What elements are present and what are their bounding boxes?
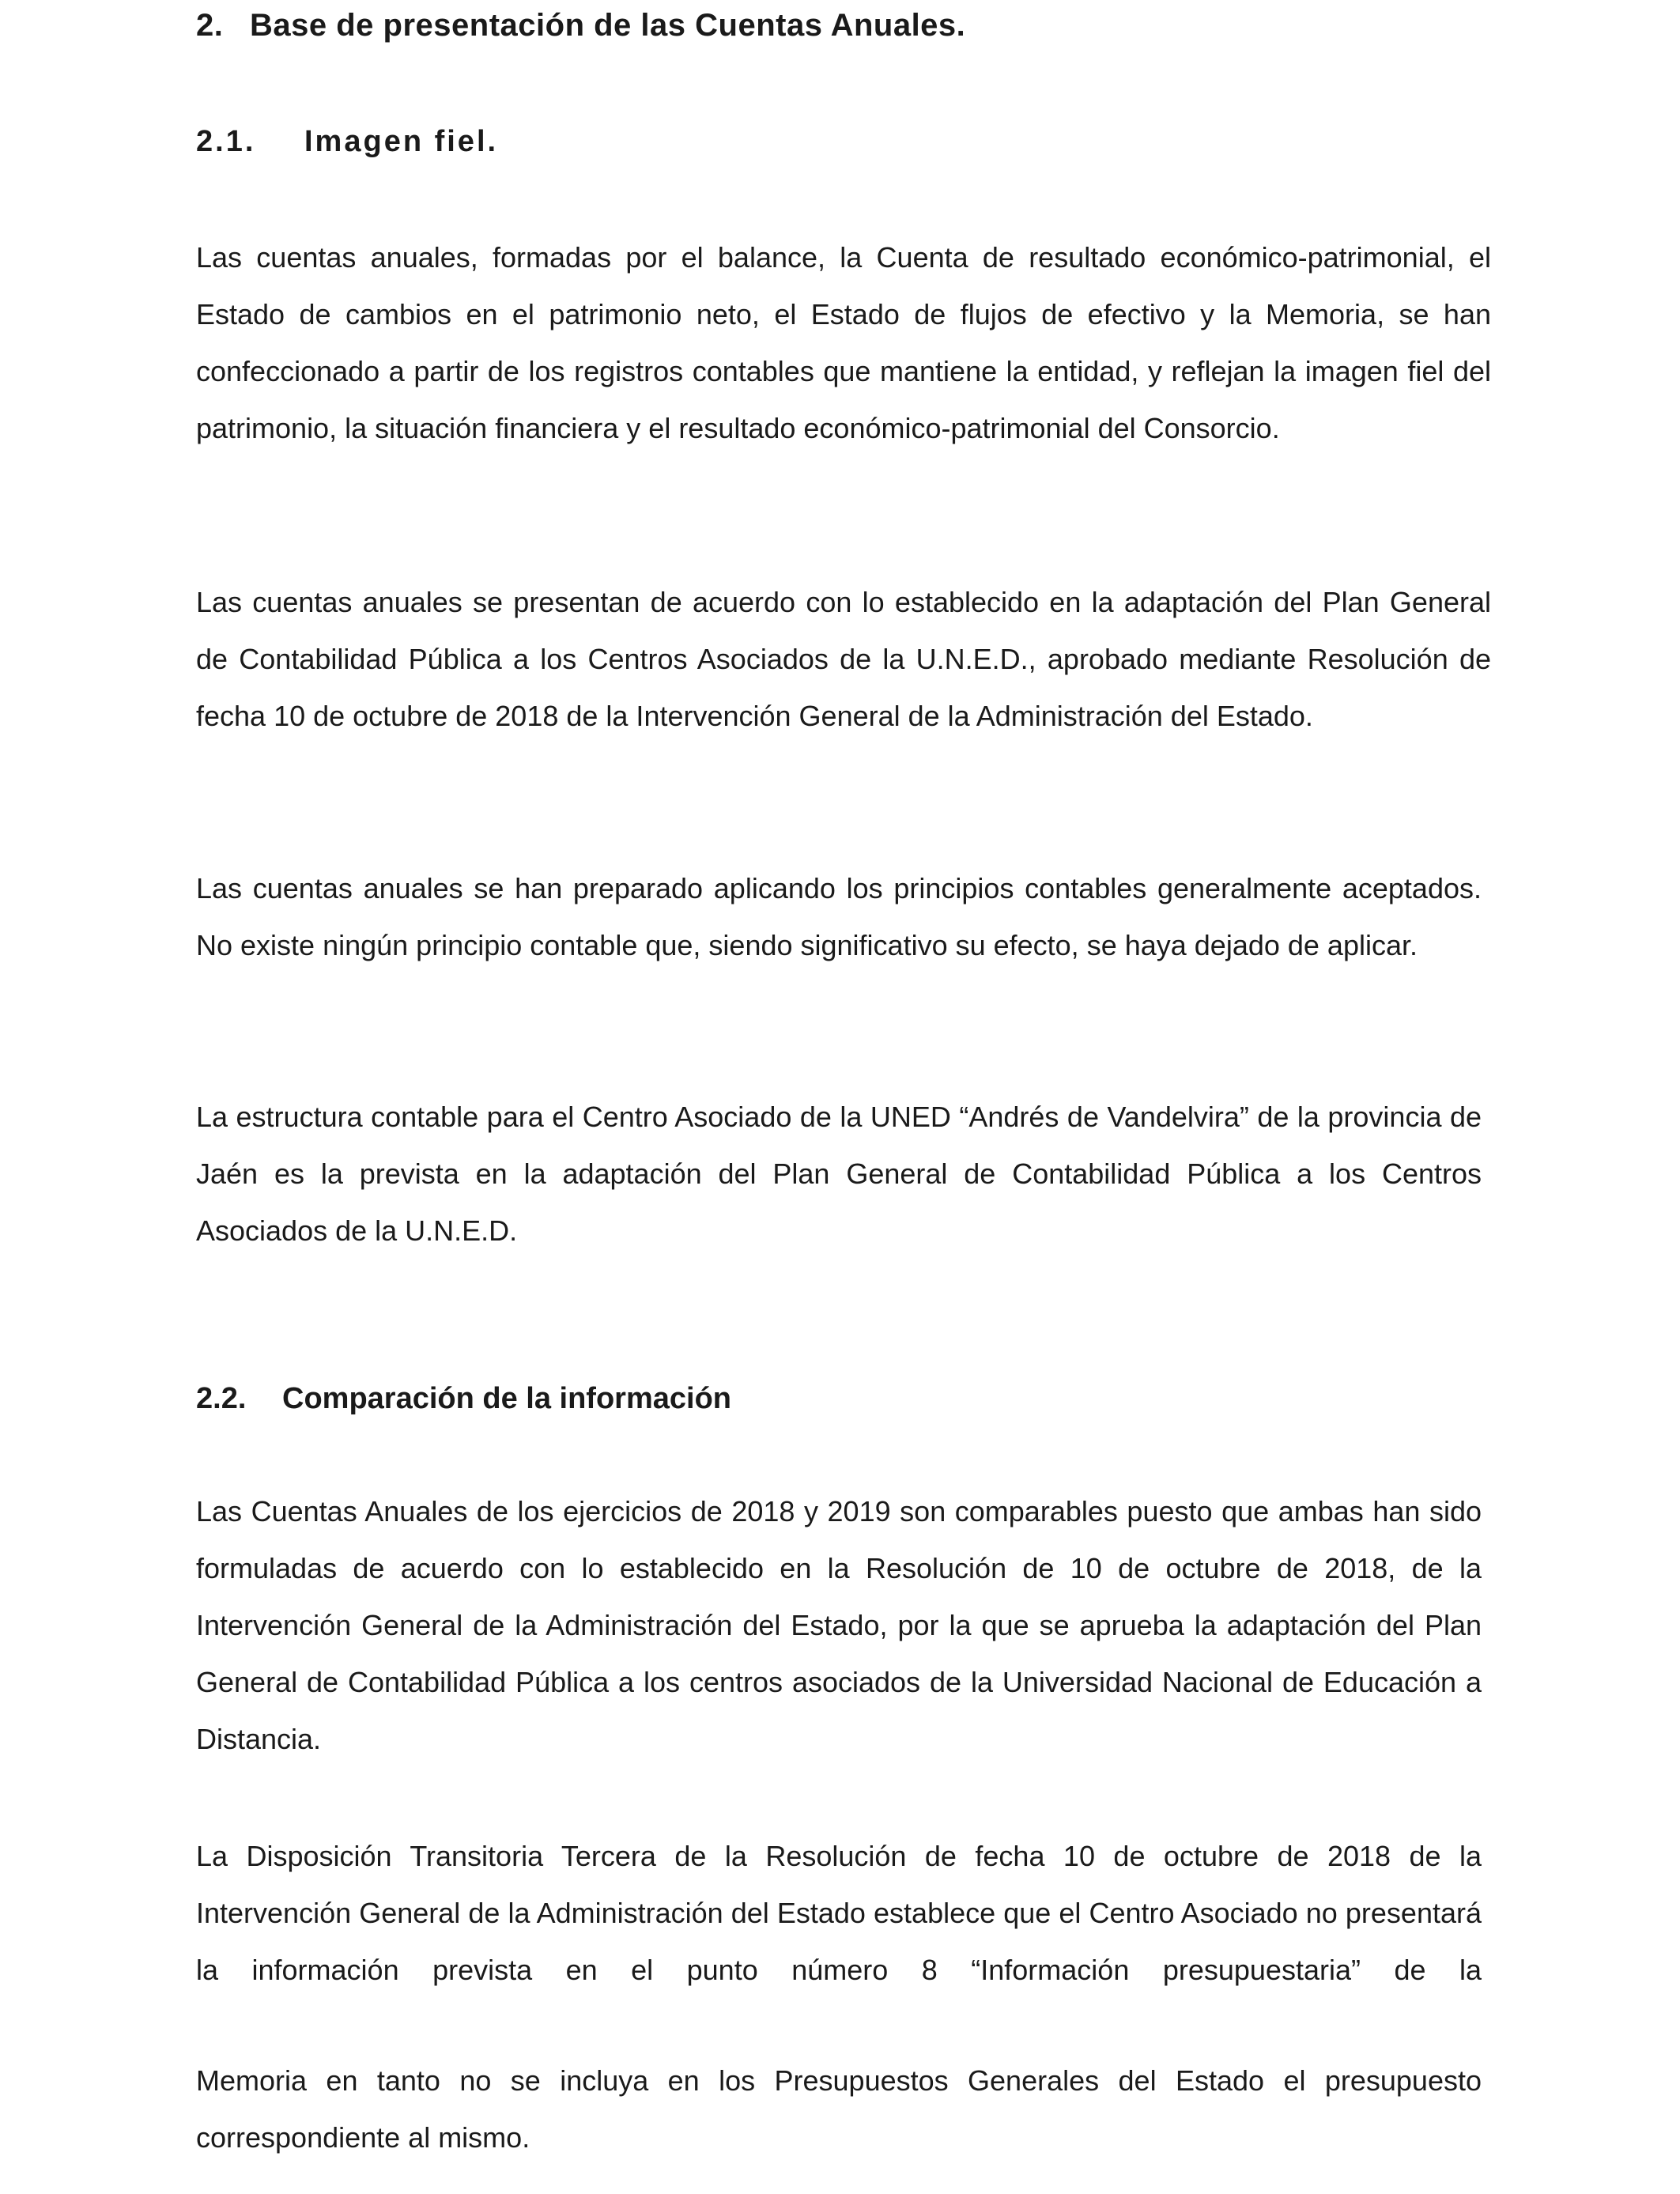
section-title: Base de presentación de las Cuentas Anuales. bbox=[250, 8, 966, 43]
paragraph-estructura: La estructura contable para el Centro Asociado de la UNED “Andrés de Vandelvira” de la provincia de Jaén es la prevista en la adaptación del Plan General de Contabilidad Pública a los Centros Asociados de la U.N.E.D. bbox=[196, 1101, 1482, 1247]
subsection-title: Imagen fiel. bbox=[304, 125, 499, 158]
paragraph-principios: Las cuentas anuales se han preparado aplicando los principios contables generalmente aceptados. No existe ningún principio contable que, siendo significativo su efecto, se haya dejado de aplicar. bbox=[196, 872, 1482, 961]
paragraph-plan-general: Las cuentas anuales se presentan de acuerdo con lo establecido en la adaptación del Plan General de Contabilidad Pública a los Centros Asociados de la U.N.E.D., aprobado mediante Resolución de fecha 10 de octubre de 2018 de la Intervención General de la Administración del Estado. bbox=[196, 586, 1491, 732]
paragraph-comparacion: Las Cuentas Anuales de los ejercicios de 2018 y 2019 son comparables puesto que ambas han sido formuladas de acuerdo con lo establecido en la Resolución de 10 de octubre de 2018, de la Intervención General de la Administración del Estado, por la que se aprueba la adaptación del Plan General de Contabilidad Pública a los centros asociados de la Universidad Nacional de Educación a Distancia. bbox=[196, 1495, 1482, 1755]
paragraph-imagen-fiel: Las cuentas anuales, formadas por el balance, la Cuenta de resultado económico-patrimonial, el Estado de cambios en el patrimonio neto, el Estado de flujos de efectivo y la Memoria, se han confeccionado a partir de los registros contables que mantiene la entidad, y reflejan la imagen fiel del patrimonio, la situación financiera y el resultado económico-patrimonial del Consorcio. bbox=[196, 241, 1491, 444]
subsection-number: 2.2. bbox=[196, 1382, 247, 1415]
subsection-number: 2.1. bbox=[196, 125, 256, 158]
subsection-title: Comparación de la información bbox=[282, 1382, 731, 1415]
section-number: 2. bbox=[196, 8, 224, 43]
paragraph-memoria: Memoria en tanto no se incluya en los Presupuestos Generales del Estado el presupuesto correspondiente al mismo. bbox=[196, 2064, 1482, 2154]
paragraph-disposicion: La Disposición Transitoria Tercera de la Resolución de fecha 10 de octubre de 2018 de la Intervención General de la Administración del Estado establece que el Centro Asociado no presentará la información prevista en el punto número 8 “Información presupuestaria” de la bbox=[196, 1840, 1482, 1986]
section-heading bbox=[196, 8, 965, 43]
subsection-heading-2-1 bbox=[196, 125, 498, 159]
subsection-heading-2-2 bbox=[196, 1382, 731, 1416]
